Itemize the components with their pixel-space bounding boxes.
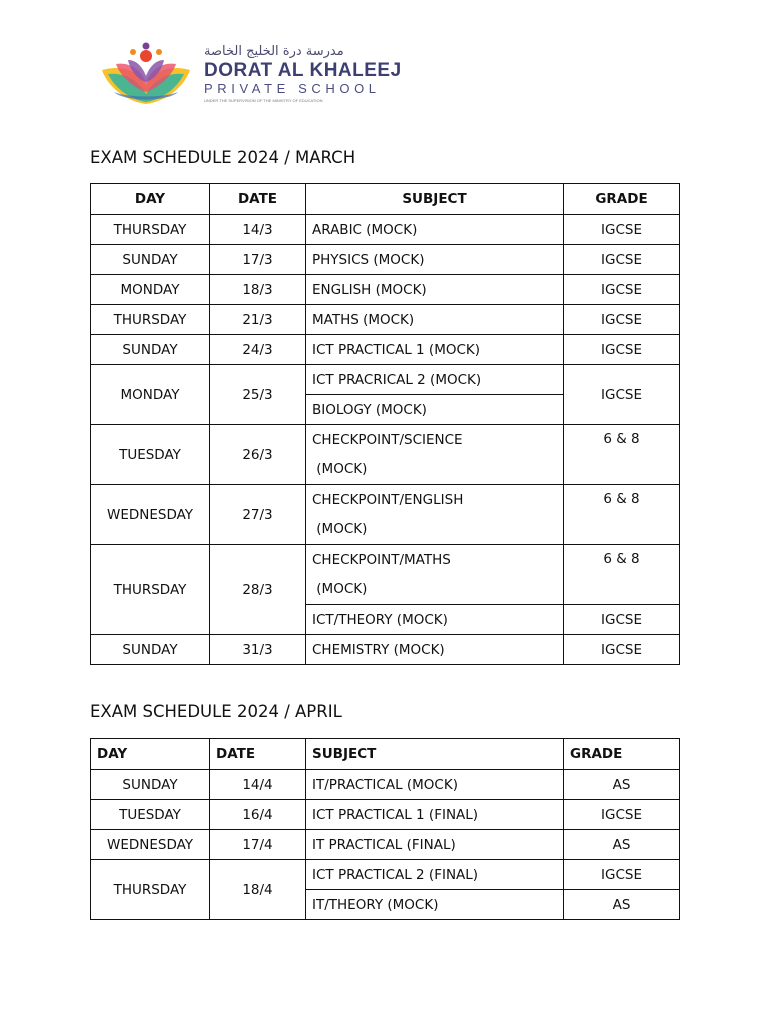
date-cell: 18/4	[210, 860, 306, 920]
table-row	[91, 365, 680, 395]
date-cell: 14/3	[210, 215, 306, 245]
day-cell: WEDNESDAY	[91, 830, 210, 860]
header-day: DAY	[91, 739, 210, 770]
subject-cell: ARABIC (MOCK)	[306, 215, 564, 245]
grade-cell: IGCSE	[564, 635, 680, 665]
logo-tagline: UNDER THE SUPERVISION OF THE MINISTRY OF EDUCATION	[204, 98, 323, 103]
subject-cell: PHYSICS (MOCK)	[306, 245, 564, 275]
table-row	[91, 485, 680, 545]
school-logo	[94, 42, 402, 108]
subject-line: CHECKPOINT/MATHS	[312, 551, 451, 568]
date-cell: 28/3	[210, 545, 306, 635]
grade-cell: AS	[564, 890, 680, 920]
grade-cell: 6 & 8	[564, 545, 680, 605]
grade-cell: IGCSE	[564, 275, 680, 305]
table-row	[91, 830, 680, 860]
grade-cell: IGCSE	[564, 860, 680, 890]
date-cell: 17/4	[210, 830, 306, 860]
table-header-row	[91, 739, 680, 770]
table-row	[91, 275, 680, 305]
table-row	[91, 860, 680, 890]
day-cell: THURSDAY	[91, 305, 210, 335]
day-cell: TUESDAY	[91, 800, 210, 830]
date-cell: 18/3	[210, 275, 306, 305]
grade-cell: 6 & 8	[564, 485, 680, 545]
subject-cell: ICT PRACTICAL 1 (FINAL)	[306, 800, 564, 830]
header-subject: SUBJECT	[306, 184, 564, 215]
subject-cell: ICT PRACTICAL 1 (MOCK)	[306, 335, 564, 365]
grade-cell: IGCSE	[564, 305, 680, 335]
grade-cell: IGCSE	[564, 800, 680, 830]
grade-cell: IGCSE	[564, 215, 680, 245]
day-cell: MONDAY	[91, 365, 210, 425]
grade-cell: IGCSE	[564, 605, 680, 635]
subject-line: (MOCK)	[312, 520, 368, 537]
subject-cell: IT/PRACTICAL (MOCK)	[306, 770, 564, 800]
header-grade: GRADE	[564, 184, 680, 215]
header-date: DATE	[210, 184, 306, 215]
day-cell: SUNDAY	[91, 770, 210, 800]
day-cell: SUNDAY	[91, 635, 210, 665]
grade-cell: AS	[564, 830, 680, 860]
date-cell: 16/4	[210, 800, 306, 830]
subject-cell: MATHS (MOCK)	[306, 305, 564, 335]
subject-line: CHECKPOINT/ENGLISH	[312, 491, 464, 508]
table-row	[91, 245, 680, 275]
subject-line: CHECKPOINT/SCIENCE	[312, 431, 463, 448]
march-schedule-heading: EXAM SCHEDULE 2024 / MARCH	[90, 148, 356, 167]
grade-cell: IGCSE	[564, 335, 680, 365]
subject-cell: IT PRACTICAL (FINAL)	[306, 830, 564, 860]
table-row	[91, 335, 680, 365]
subject-cell	[306, 545, 564, 605]
march-schedule-table	[90, 183, 680, 665]
day-cell: WEDNESDAY	[91, 485, 210, 545]
table-row	[91, 425, 680, 485]
subject-cell: ICT/THEORY (MOCK)	[306, 605, 564, 635]
table-row	[91, 545, 680, 605]
subject-cell: BIOLOGY (MOCK)	[306, 395, 564, 425]
date-cell: 26/3	[210, 425, 306, 485]
grade-cell: 6 & 8	[564, 425, 680, 485]
april-schedule-heading: EXAM SCHEDULE 2024 / APRIL	[90, 702, 342, 721]
table-row	[91, 215, 680, 245]
april-schedule-table	[90, 738, 680, 920]
table-header-row	[91, 184, 680, 215]
table-row	[91, 800, 680, 830]
subject-cell: IT/THEORY (MOCK)	[306, 890, 564, 920]
subject-cell: ICT PRACRICAL 2 (MOCK)	[306, 365, 564, 395]
subject-line: (MOCK)	[312, 460, 368, 477]
date-cell: 24/3	[210, 335, 306, 365]
logo-school-name: DORAT AL KHALEEJ	[204, 60, 402, 81]
table-row	[91, 305, 680, 335]
date-cell: 27/3	[210, 485, 306, 545]
subject-cell: ICT PRACTICAL 2 (FINAL)	[306, 860, 564, 890]
logo-school-type: PRIVATE SCHOOL	[204, 81, 381, 96]
date-cell: 25/3	[210, 365, 306, 425]
day-cell: MONDAY	[91, 275, 210, 305]
date-cell: 14/4	[210, 770, 306, 800]
subject-cell	[306, 425, 564, 485]
day-cell: THURSDAY	[91, 545, 210, 635]
school-emblem-icon	[94, 42, 198, 106]
subject-cell: CHEMISTRY (MOCK)	[306, 635, 564, 665]
header-grade: GRADE	[564, 739, 680, 770]
subject-cell: ENGLISH (MOCK)	[306, 275, 564, 305]
day-cell: SUNDAY	[91, 245, 210, 275]
date-cell: 21/3	[210, 305, 306, 335]
grade-cell: AS	[564, 770, 680, 800]
date-cell: 17/3	[210, 245, 306, 275]
day-cell: SUNDAY	[91, 335, 210, 365]
grade-cell: IGCSE	[564, 365, 680, 425]
subject-cell	[306, 485, 564, 545]
day-cell: THURSDAY	[91, 860, 210, 920]
header-date: DATE	[210, 739, 306, 770]
header-day: DAY	[91, 184, 210, 215]
table-row	[91, 635, 680, 665]
day-cell: THURSDAY	[91, 215, 210, 245]
table-row	[91, 770, 680, 800]
subject-line: (MOCK)	[312, 580, 368, 597]
header-subject: SUBJECT	[306, 739, 564, 770]
day-cell: TUESDAY	[91, 425, 210, 485]
grade-cell: IGCSE	[564, 245, 680, 275]
date-cell: 31/3	[210, 635, 306, 665]
logo-arabic-name: مدرسة درة الخليج الخاصة	[204, 44, 344, 59]
